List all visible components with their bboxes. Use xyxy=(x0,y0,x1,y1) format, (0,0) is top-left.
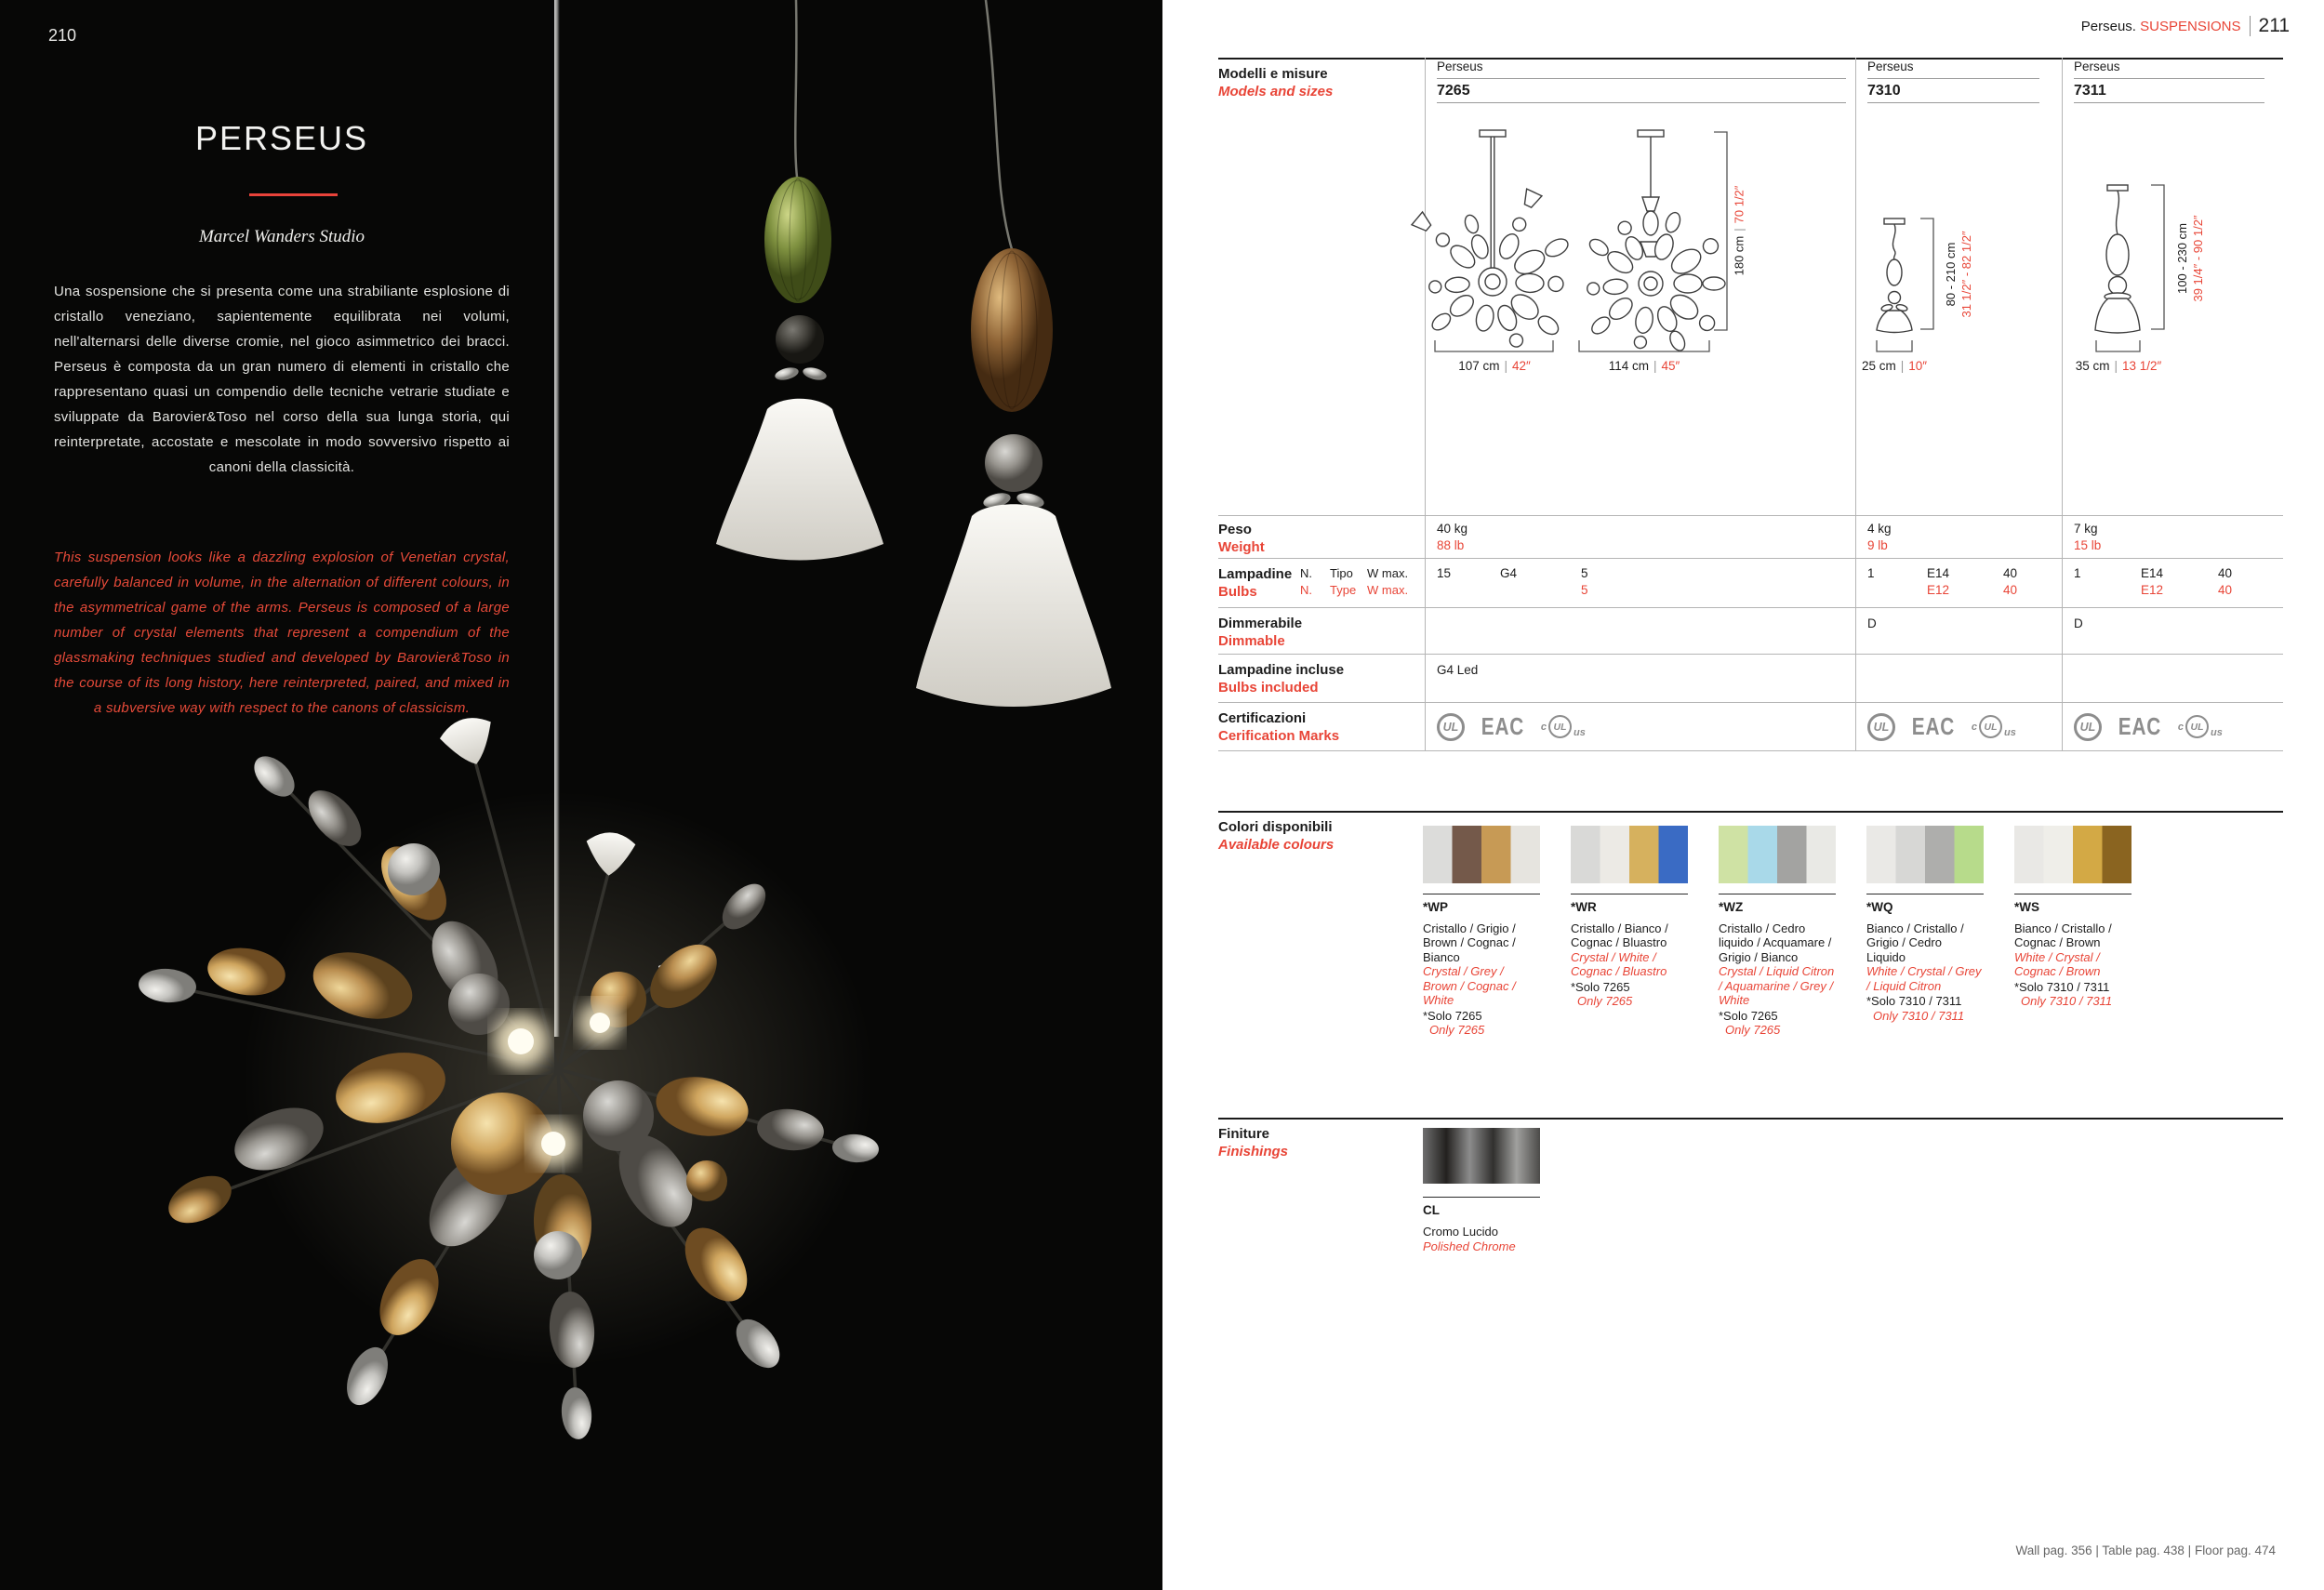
dim-separator: | xyxy=(2114,359,2118,373)
color-code: *WP xyxy=(1423,900,1448,914)
section-finishes xyxy=(1218,1125,1288,1160)
finishes-heading-en: Finishings xyxy=(1218,1144,1288,1159)
weight-lb: 88 lb xyxy=(1437,538,1465,552)
label-it: Certificazioni xyxy=(1218,710,1307,726)
color-item-wq xyxy=(1866,826,1984,1023)
diagram-7311 xyxy=(2095,185,2140,333)
ul-text: UL xyxy=(1984,721,1998,733)
color-swatch xyxy=(1571,826,1688,883)
description-english: This suspension looks like a dazzling explosion of Venetian crystal, carefully balanced in volume, in the alternation of different colours, in the asymmetrical game of the arms. Perseus is composed of a large number of crystal elements that represent a compendium of the glassmaking techniques studied and developed by Barovier&Toso in the course of its long history, here reinterpreted, paired, and mixed in a subversive way with respect to the canons of classicism. xyxy=(54,550,510,716)
bulbs-type-alt: E12 xyxy=(2141,583,2164,597)
bulbs-col-n: N. xyxy=(1300,566,1312,580)
color-code: *WS xyxy=(2014,900,2039,914)
pendant-amber xyxy=(916,248,1111,707)
colors-heading-it: Colori disponibili xyxy=(1218,819,1333,835)
width-cm: 107 cm xyxy=(1458,359,1500,373)
color-name-en: Crystal / Grey / Brown / Cognac / White xyxy=(1423,964,1516,1007)
section-models-it: Modelli e misure xyxy=(1218,66,1328,82)
diagram-7310 xyxy=(1877,219,1912,333)
finish-swatch xyxy=(1423,1128,1540,1184)
width-cm: 25 cm xyxy=(1861,359,1896,373)
color-name-it: Cristallo / Bianco / Cognac / Bluastro xyxy=(1571,921,1668,949)
ul-mark-icon xyxy=(2074,713,2102,741)
color-note-it: *Solo 7310 / 7311 xyxy=(2014,979,2110,994)
color-name-it: Bianco / Cristallo / Grigio / Cedro Liquido xyxy=(1866,921,1964,964)
bulbs-w: 5 xyxy=(1581,566,1588,580)
bulbs-n: 1 xyxy=(1867,566,1875,580)
cul-us-mark-icon xyxy=(2178,715,2223,738)
header-category: SUSPENSIONS xyxy=(2140,18,2241,34)
color-note-en: Only 7265 xyxy=(1725,1023,1781,1037)
us-text: us xyxy=(2211,727,2223,738)
bulbs-col-wmax: W max. xyxy=(1367,566,1409,580)
dim-separator: | xyxy=(1900,359,1905,373)
color-name-it: Bianco / Cristallo / Cognac / Brown xyxy=(2014,921,2112,949)
label-it: Peso xyxy=(1218,522,1252,537)
finishes-heading-it: Finiture xyxy=(1218,1126,1269,1142)
bulbs-col-wmax-en: W max. xyxy=(1367,583,1409,597)
color-swatch xyxy=(2014,826,2131,883)
row-label-certifications xyxy=(1218,709,1339,745)
finish-item-cl xyxy=(1423,1128,1540,1254)
color-item-wz xyxy=(1719,826,1836,1038)
diagram-7265-b xyxy=(1586,130,1725,353)
description-italian: Una sospensione che si presenta come una strabiliante esplosione di cristallo veneziano, sapientemente equilibrata nei volumi, nell'alternarsi delle diverse cromie, nel gioco asimmetrico dei bracci. Perseus è composta da un gran numero di elementi in cristallo che rappresentano quasi un compendio delle tecniche vetrarie studiate e sviluppate da Barovier&Toso nel corso della sua lunga storia, qui reinterpretate, accostate e mescolate in modo sovversivo rispetto ai canoni della classicità. xyxy=(54,284,510,475)
weight-kg: 40 kg xyxy=(1437,522,1468,536)
width-dim-7265-b xyxy=(1609,359,1680,373)
bulbs-col-n-en: N. xyxy=(1300,583,1312,597)
dim-separator: | xyxy=(1504,359,1507,373)
grid-line xyxy=(1218,515,2283,516)
cert-marks-7310 xyxy=(1867,712,2016,741)
height-in: 31 1/2″ - 82 1/2″ xyxy=(1959,231,1973,318)
color-note-en: Only 7265 xyxy=(1577,994,1633,1008)
diagram-7265-a xyxy=(1412,130,1572,350)
ul-mark-icon xyxy=(1867,713,1895,741)
ul-text: UL xyxy=(1442,720,1459,734)
color-note-it: *Solo 7265 xyxy=(1719,1008,1778,1023)
eac-mark-icon: EAC xyxy=(1911,712,1956,740)
width-dim-7265-a xyxy=(1458,359,1531,373)
weight-7311 xyxy=(2074,521,2101,554)
color-item-wp xyxy=(1423,826,1540,1038)
ul-text: UL xyxy=(1873,720,1890,734)
finish-name-it: Cromo Lucido xyxy=(1423,1225,1498,1239)
color-name-en: White / Crystal / Cognac / Brown xyxy=(2014,949,2101,978)
width-dim-7310 xyxy=(1862,359,1927,373)
cul-us-mark-icon xyxy=(1541,715,1586,738)
row-label-weight xyxy=(1218,521,1265,556)
model-code: 7265 xyxy=(1437,83,1470,99)
header-divider xyxy=(2250,16,2251,36)
finishes-rule xyxy=(1218,1118,2283,1120)
grid-line xyxy=(1218,558,2283,559)
label-en: Cerification Marks xyxy=(1218,728,1340,744)
finish-code: CL xyxy=(1423,1203,1440,1217)
label-en: Bulbs included xyxy=(1218,680,1319,696)
designer-name: Marcel Wanders Studio xyxy=(198,227,365,246)
finish-name-en: Polished Chrome xyxy=(1423,1239,1516,1253)
label-it: Lampadine incluse xyxy=(1218,662,1345,678)
color-swatch xyxy=(1423,826,1540,883)
bulbs-n: 1 xyxy=(2074,566,2081,580)
color-name-en: Crystal / White / Cognac / Bluastro xyxy=(1571,949,1667,978)
ul-circle xyxy=(1548,715,1572,738)
bulbs-type-alt: E12 xyxy=(1927,583,1950,597)
color-item-wr xyxy=(1571,826,1688,1009)
row-label-bulbs xyxy=(1218,565,1292,601)
weight-7310 xyxy=(1867,521,1892,554)
c-text: c xyxy=(1540,721,1547,733)
page-number-left: 210 xyxy=(48,26,77,45)
model-name: Perseus xyxy=(1437,60,1483,73)
header-product: Perseus. xyxy=(2080,18,2136,34)
dimmable-7310: D xyxy=(1867,616,1877,630)
color-item-ws xyxy=(2014,826,2131,1009)
bulbs-w-alt: 5 xyxy=(1581,583,1588,597)
page-number-right: 211 xyxy=(2258,15,2290,36)
weight-kg: 4 kg xyxy=(1867,522,1892,536)
b-included-7265: G4 Led xyxy=(1437,663,1479,677)
color-note-it: *Solo 7265 xyxy=(1571,979,1630,994)
bulbs-w-alt: 40 xyxy=(2003,583,2018,597)
row-label-bulbs-included xyxy=(1218,661,1344,696)
grid-line xyxy=(1218,750,2283,751)
us-text: us xyxy=(1574,727,1586,738)
color-code: *WR xyxy=(1571,900,1597,914)
weight-kg: 7 kg xyxy=(2074,522,2098,536)
row-label-dimmable xyxy=(1218,615,1302,650)
bulbs-col-type-en: Type xyxy=(1330,583,1357,597)
pendant-green xyxy=(716,177,883,561)
cross-reference-footer: Wall pag. 356 | Table pag. 438 | Floor pag. 474 xyxy=(2015,1544,2276,1557)
c-text: c xyxy=(2177,721,2185,733)
label-it: Dimmerabile xyxy=(1218,616,1303,631)
us-text: us xyxy=(2004,727,2016,738)
page-header xyxy=(2081,15,2290,37)
width-cm: 35 cm xyxy=(2075,359,2110,373)
color-note-en: Only 7310 / 7311 xyxy=(1873,1008,1965,1023)
weight-lb: 9 lb xyxy=(1867,538,1888,552)
title-divider xyxy=(249,193,338,196)
bulbs-w: 40 xyxy=(2218,566,2233,580)
height-dim-7311 xyxy=(2174,215,2206,301)
color-note-en: Only 7310 / 7311 xyxy=(2021,994,2113,1008)
height-dim-7310 xyxy=(1943,231,1974,317)
height-in: 70 1/2″ xyxy=(1732,185,1746,224)
bulbs-type: G4 xyxy=(1500,566,1518,580)
starburst-chandelier xyxy=(138,711,880,1440)
height-in: 39 1/4″ - 90 1/2″ xyxy=(2191,215,2205,302)
width-dim-7311 xyxy=(2076,359,2162,373)
ul-mark-icon xyxy=(1437,713,1465,741)
bulbs-n: 15 xyxy=(1437,566,1452,580)
cert-marks-7265 xyxy=(1437,712,1586,741)
color-name-en: White / Crystal / Grey / Liquid Citron xyxy=(1866,964,1982,993)
color-name-it: Cristallo / Cedro liquido / Acquamare / Grigio / Bianco xyxy=(1719,921,1832,964)
color-code: *WQ xyxy=(1866,900,1893,914)
section-colors xyxy=(1218,818,1334,854)
eac-mark-icon: EAC xyxy=(1481,712,1525,740)
eac-mark-icon: EAC xyxy=(2118,712,2162,740)
bulbs-w: 40 xyxy=(2003,566,2018,580)
c-text: c xyxy=(1971,721,1978,733)
ul-text: UL xyxy=(2190,721,2204,733)
model-code: 7311 xyxy=(2074,83,2106,99)
grid-line xyxy=(1218,607,2283,608)
width-in: 42″ xyxy=(1512,359,1531,373)
color-swatch xyxy=(1866,826,1984,883)
height-cm: 100 - 230 cm xyxy=(2175,223,2189,294)
width-in: 45″ xyxy=(1661,359,1680,373)
dim-separator: | xyxy=(1653,359,1657,373)
bulbs-type: E14 xyxy=(2141,566,2164,580)
cert-marks-7311 xyxy=(2074,712,2223,741)
ul-circle xyxy=(1979,715,2002,738)
colors-rule xyxy=(1218,811,2283,813)
color-code: *WZ xyxy=(1719,900,1744,914)
cul-us-mark-icon xyxy=(1972,715,2016,738)
label-it: Lampadine xyxy=(1218,566,1293,582)
bulbs-type: E14 xyxy=(1927,566,1950,580)
dim-separator: | xyxy=(1732,228,1746,232)
color-name-en: Crystal / Liquid Citron / Aquamarine / Grey / White xyxy=(1719,964,1835,1007)
ul-circle xyxy=(2185,715,2209,738)
grid-line xyxy=(1218,654,2283,655)
color-note-en: Only 7265 xyxy=(1429,1023,1485,1037)
colors-heading-en: Available colours xyxy=(1218,837,1335,853)
model-name: Perseus xyxy=(1867,60,1914,73)
color-note-it: *Solo 7265 xyxy=(1423,1008,1482,1023)
product-title: PERSEUS xyxy=(194,119,369,157)
model-code: 7310 xyxy=(1867,83,1901,99)
section-models-en: Models and sizes xyxy=(1218,84,1334,99)
label-en: Dimmable xyxy=(1218,633,1285,649)
model-dimension-diagrams xyxy=(1218,58,2283,476)
label-en: Bulbs xyxy=(1218,584,1257,600)
right-page xyxy=(1162,0,2324,1590)
height-cm: 80 - 210 cm xyxy=(1944,242,1958,307)
width-in: 13 1/2″ xyxy=(2121,359,2162,373)
ul-text: UL xyxy=(1553,721,1567,733)
bulbs-col-type: Tipo xyxy=(1330,566,1353,580)
bulbs-w-alt: 40 xyxy=(2218,583,2233,597)
height-cm: 180 cm xyxy=(1732,235,1746,276)
label-en: Weight xyxy=(1218,539,1265,555)
height-dim-7265 xyxy=(1732,186,1747,276)
color-swatch xyxy=(1719,826,1836,883)
weight-lb: 15 lb xyxy=(2074,538,2102,552)
color-note-it: *Solo 7310 / 7311 xyxy=(1866,994,1962,1008)
dimmable-7311: D xyxy=(2074,616,2083,630)
weight-7265 xyxy=(1437,521,1467,554)
width-in: 10″ xyxy=(1908,359,1928,373)
model-name: Perseus xyxy=(2074,60,2120,73)
width-cm: 114 cm xyxy=(1608,359,1649,373)
color-name-it: Cristallo / Grigio / Brown / Cognac / Bianco xyxy=(1423,921,1516,964)
ul-text: UL xyxy=(2079,720,2096,734)
grid-line xyxy=(1218,702,2283,703)
